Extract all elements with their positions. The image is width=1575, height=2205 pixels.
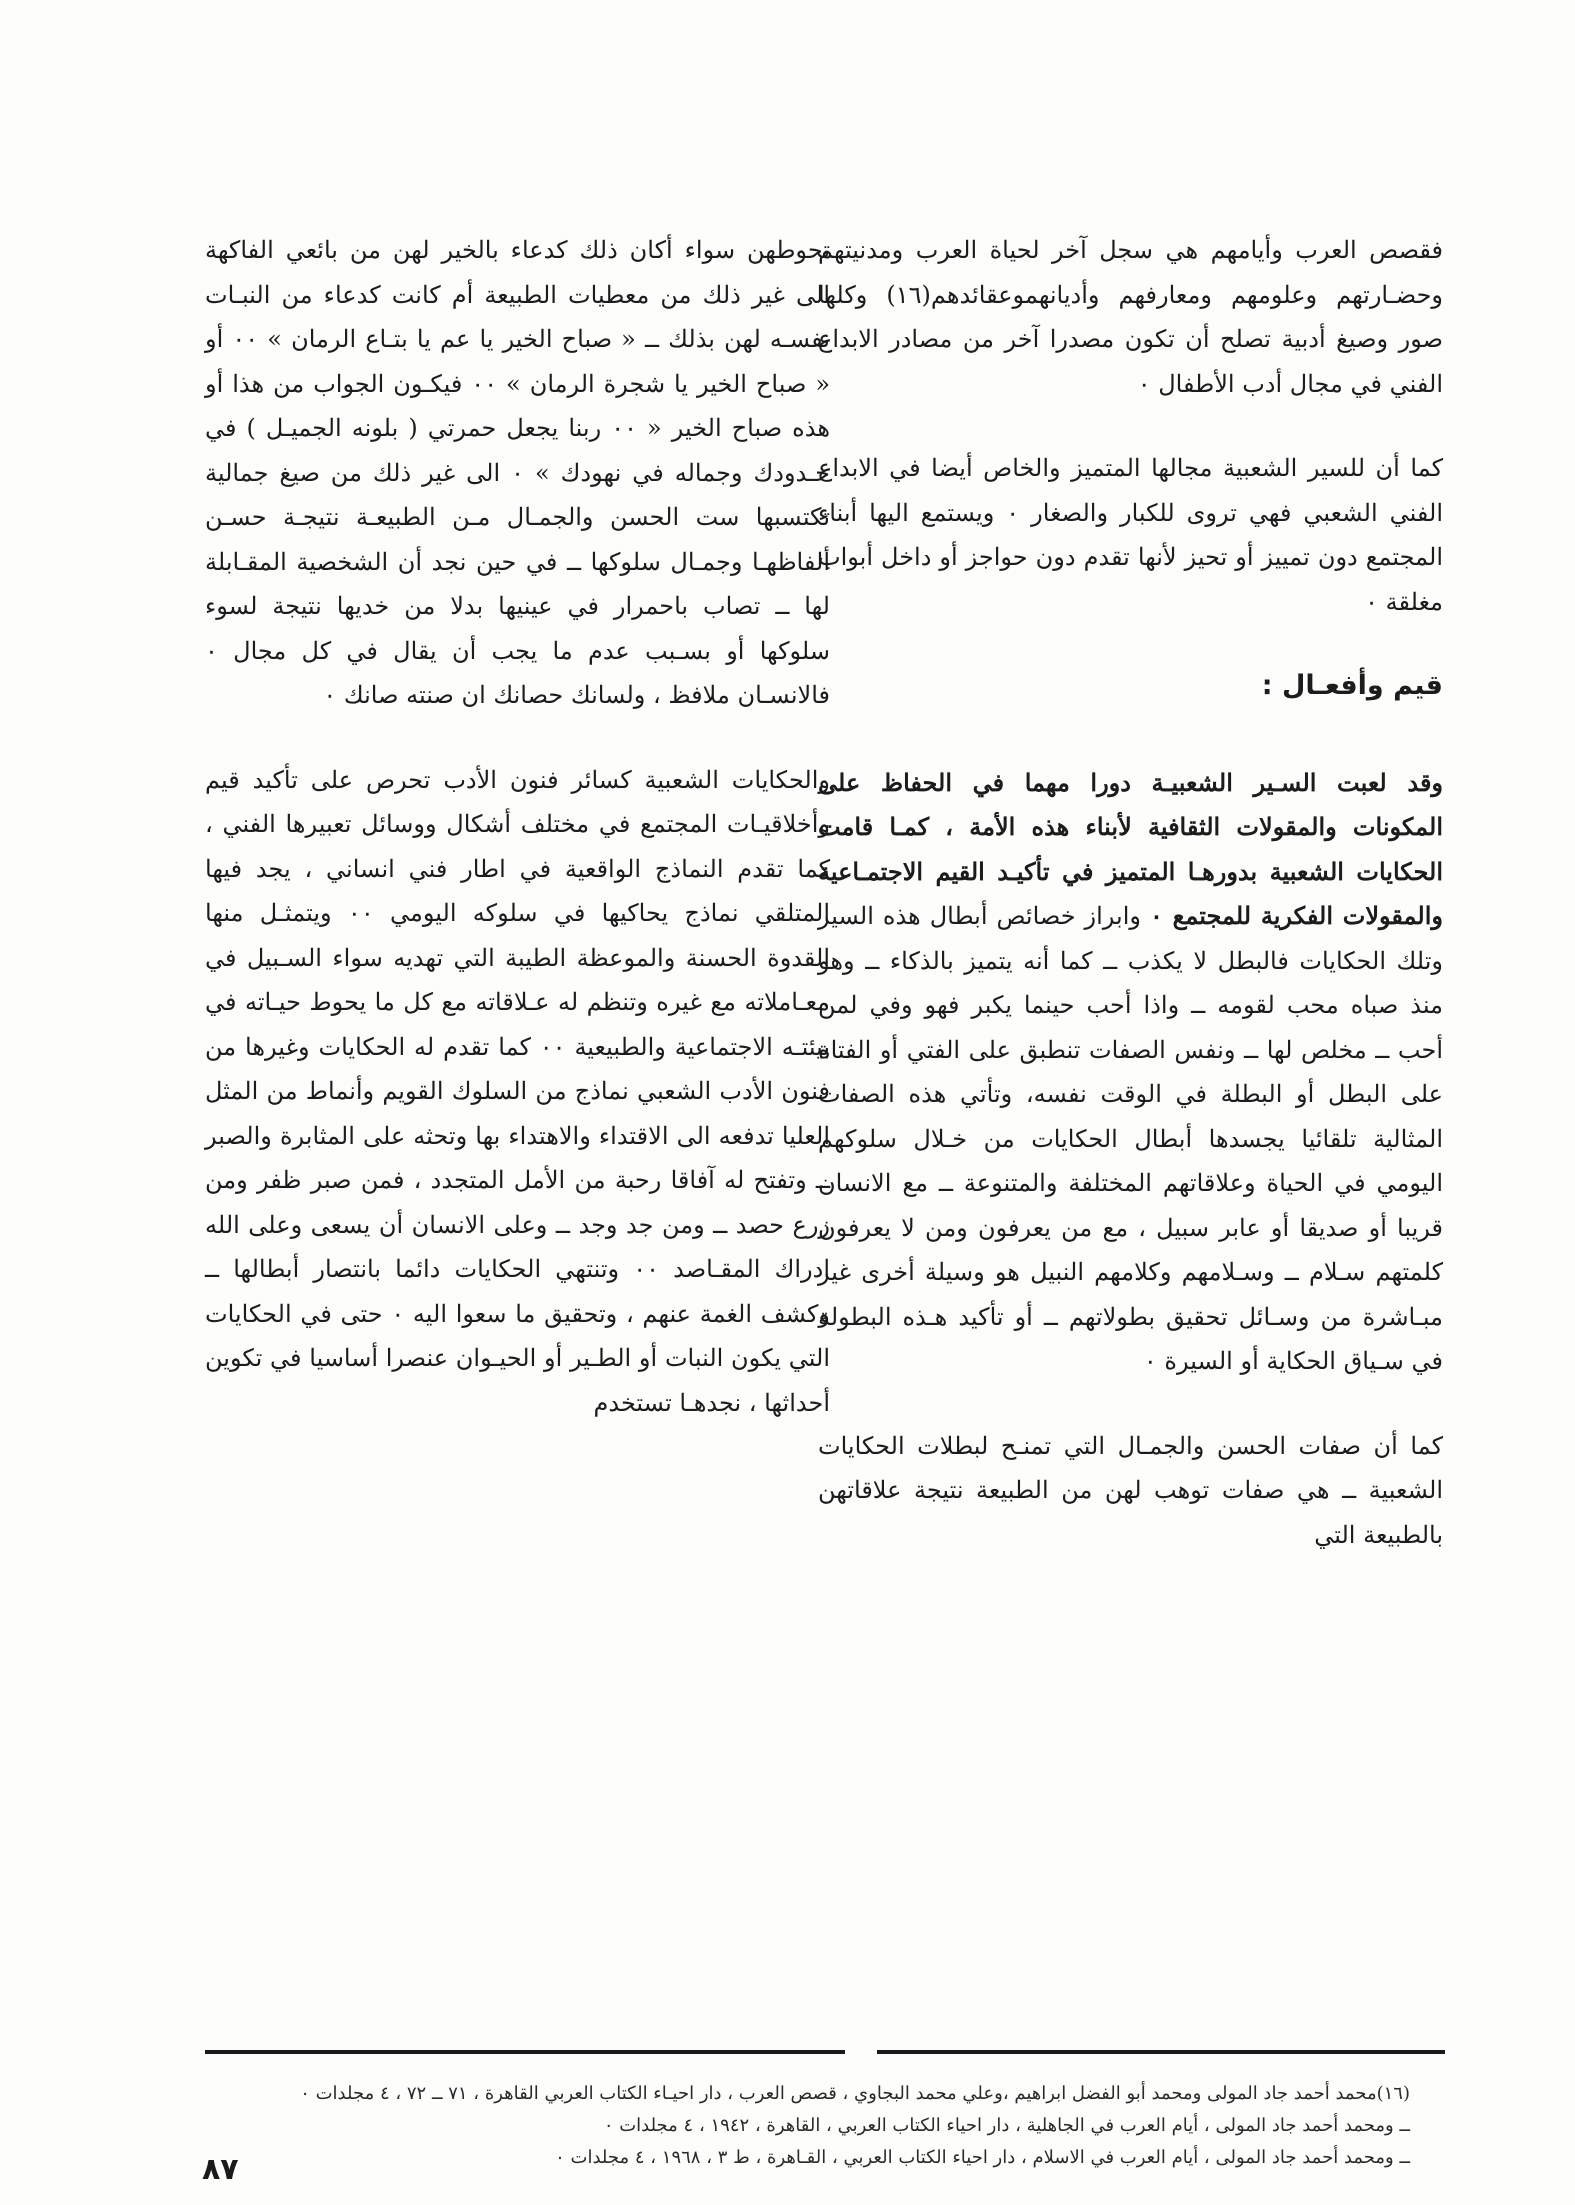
left-column xyxy=(205,228,830,1465)
paragraph-role-of-biographies xyxy=(818,761,1443,1384)
page-number: ٨٧ xyxy=(202,2152,239,2187)
footnotes xyxy=(200,2078,1410,2174)
footnote-16-c: ــ ومحمد أحمد جاد المولى ، أيام العرب في الاسلام ، دار احياء الكتاب العربي ، القـاهرة ، ط ٣ ، ١٩٦٨ ، ٤ مجلدات ٠ xyxy=(555,2147,1410,2168)
emphasized-text: وقد لعبت السـير الشعبيـة دورا مهما في الحفاظ على المكونات والمقولات الثقافية لأبناء هذه الأمة ، كمـا قامت الحكايات الشعبية بدورهـا المتميز في تأكيـد القيم الاجتمـاعية والمقولات الفكرية للمجتمع ٠ xyxy=(818,767,1443,930)
paragraph-continuation: وابراز خصائص أبطال هذه السير وتلك الحكايات فالبطل لا يكذب ــ كما أنه يتميز بالذكاء ــ وهو منذ صباه محب لقومه ــ واذا أحب حينما يكبر فهو وفي لمن أحب ــ مخلص لها ــ ونفس الصفات تنطبق على الفتي أو الفتاة على البطل أو البطلة في الوقت نفسه، وتأتي هذه الصفات المثالية تلقائيا يجسدها أبطال الحكايات من خـلال سلوكهم اليومي في الحياة وعلاقاتهم المختلفة والمتنوعة ــ مع الانسان قريبا أو صديقا أو عابر سبيل ، مع من يعرفون ومن لا يعرفون كلمتهم سـلام ــ وسـلامهم وكلامهم النبيل هو وسيلة أخرى غير مبـاشرة من وسـائل تحقيق بطولاتهم ــ أو تأكيد هـذه البطولة في سـياق الحكاية أو السيرة ٠ xyxy=(818,902,1443,1375)
column-divider-rule-left xyxy=(205,2050,845,2054)
footnote-16: (١٦)محمد أحمد جاد المولى ومحمد أبو الفضل ابراهيم ،وعلي محمد البجاوي ، قصص العرب ، دار احيـاء الكتاب العربي القاهرة ، ٧١ ــ ٧٢ ، ٤ مجلدات ٠ xyxy=(300,2083,1410,2104)
footnote-16-b: ــ ومحمد أحمد جاد المولى ، أيام العرب في الجاهلية ، دار احياء الكتاب العربي ، القاهرة ، ١٩٤٢ ، ٤ مجلدات ٠ xyxy=(603,2115,1410,2136)
column-divider-rule-right xyxy=(877,2050,1445,2054)
paragraph-folk-biographies: كما أن للسير الشعبية مجالها المتميز والخاص أيضا في الابداع الفني الشعبي فهي تروى للكبار والصغار ٠ ويستمع اليها أبناء المجتمع دون تمييز أو تحيز لأنها تقدم دون حواجز أو داخل أبواب مغلقة ٠ xyxy=(818,454,1443,616)
section-heading: قيم وأفعـال : xyxy=(1261,670,1443,701)
paragraph-beauty-attributes: كما أن صفات الحسن والجمـال التي تمنـح لبطلات الحكايات الشعبية ــ هي صفات توهب لهن من الطبيعة نتيجة علاقاتهن بالطبيعة التي xyxy=(818,1431,1443,1549)
right-column xyxy=(818,228,1443,1597)
paragraph-folk-tales-values: والحكايات الشعبية كسائر فنون الأدب تحرص على تأكيد قيم وأخلاقيـات المجتمع في مختلف أشكال ووسائل تعبيرها الفني ، كما تقدم النماذج الواقعية في اطار فني انساني ، يجد فيها المتلقي نماذج يحاكيها في سلوكه اليومي ٠٠ ويتمثـل منها القدوة الحسنة والموعظة الطيبة التي تهديه سواء السـبيل في معـاملاته مع غيره وتنظم له عـلاقاته مع كل ما يحوط حيـاته في بيئتـه الاجتماعية والطبيعية ٠٠ كما تقدم له الحكايات وغيرها من فنون الأدب الشعبي نماذج من السلوك القويم وأنماط من المثل العليا تدفعه الى الاقتداء والاهتداء بها وتحثه على المثابرة والصبر ــ وتفتح له آفاقا رحبة من الأمل المتجدد ، فمن صبر ظفر ومن زرع حصد ــ ومن جد وجد ــ وعلى الانسان أن يسعى وعلى الله ادراك المقـاصد ٠٠ وتنتهي الحكايات دائما بانتصار أبطالها ــ وكشف الغمة عنهم ، وتحقيق ما سعوا اليه ٠ حتى في الحكايات التي يكون النبات أو الطـير أو الحيـوان عنصرا أساسيا في تكوين أحداثها ، نجدهـا تستخدم xyxy=(205,765,831,1417)
paragraph-stories-of-arabs: فقصص العرب وأيامهم هي سجل آخر لحياة العرب ومدنيتهم وحضـارتهم وعلومهم ومعارفهم وأديانهموعقائدهم(١٦) وكلها صور وصيغ أدبية تصلح أن تكون مصدرا آخر من مصادر الابداع الفني في مجال أدب الأطفال ٠ xyxy=(818,236,1443,398)
paragraph-nature-blessings: تحوطهن سواء أكان ذلك كدعاء بالخير لهن من بائعي الفاكهة الى غير ذلك من معطيات الطبيعة أم كانت كدعاء من النبـات نفسـه لهن بذلك ــ « صباح الخير يا عم يا بتـاع الرمان » ٠٠ أو « صباح الخير يا شجرة الرمان » ٠٠ فيكـون الجواب من هذا أو هذه صباح الخير « ٠٠ ربنا يجعل حمرتي ( بلونه الجميـل ) في خـدودك وجماله في نهودك » ٠ الى غير ذلك من صيغ جمالية تكتسبها ست الحسن والجمـال مـن الطبيعـة نتيجـة حسـن ألفاظهـا وجمـال سلوكها ــ في حين نجد أن الشخصية المقـابلة لها ــ تصاب باحمرار في عينيها بدلا من خديها نتيجة لسوء سلوكها أو بسـبب عدم ما يجب أن يقال في كل مجال ٠ فالانسـان ملافظ ، ولسانك حصانك ان صنته صانك ٠ xyxy=(205,236,831,709)
